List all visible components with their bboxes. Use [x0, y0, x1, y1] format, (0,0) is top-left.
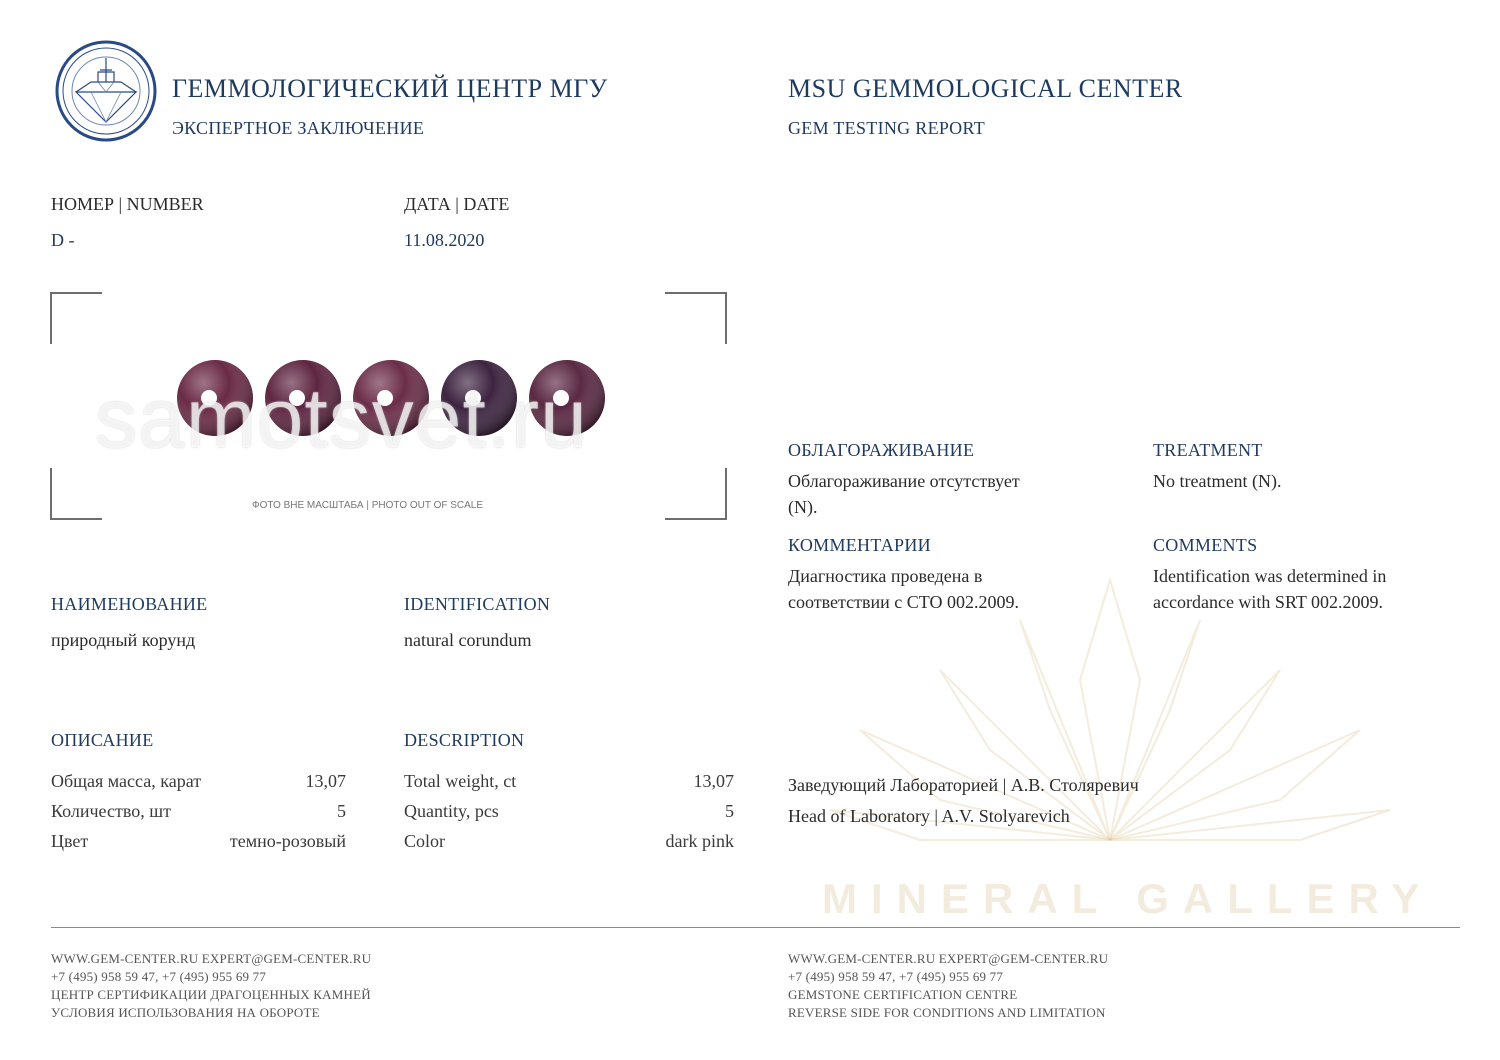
frame-corner-top-right	[665, 292, 727, 344]
comments-value-en	[1153, 563, 1386, 615]
row-label: Цвет	[51, 830, 89, 851]
description-row	[51, 826, 346, 856]
header-subtitle-ru: ЭКСПЕРТНОЕ ЗАКЛЮЧЕНИЕ	[172, 118, 425, 138]
number-label: НОМЕР | NUMBER	[51, 194, 204, 214]
treatment-label-en: TREATMENT	[1153, 440, 1263, 460]
frame-corner-bottom-right	[665, 468, 727, 520]
footer-right-line: WWW.GEM-CENTER.RU EXPERT@GEM-CENTER.RU	[788, 951, 1109, 966]
treatment-value-ru	[788, 468, 1020, 520]
header-subtitle-en: GEM TESTING REPORT	[788, 118, 985, 138]
photo-watermark-text: samotsvet.ru	[95, 371, 588, 465]
treatment-value-ru-line2: (N).	[788, 497, 818, 517]
row-label: Общая масса, карат	[51, 770, 202, 791]
row-value: темно-розовый	[229, 830, 346, 851]
footer-right-line: GEMSTONE CERTIFICATION CENTRE	[788, 987, 1018, 1002]
footer-left-line: +7 (495) 958 59 47, +7 (495) 955 69 77	[51, 969, 267, 984]
comments-label-en: COMMENTS	[1153, 535, 1258, 555]
description-row	[404, 796, 734, 826]
treatment-value-en: No treatment (N).	[1153, 471, 1282, 491]
row-label: Количество, шт	[51, 800, 171, 821]
comments-value-ru	[788, 563, 1019, 615]
footer-left	[51, 950, 371, 1022]
mineral-gallery-watermark: MINERAL GALLERY	[822, 875, 1434, 922]
description-label-en: DESCRIPTION	[404, 730, 525, 750]
description-row	[404, 766, 734, 796]
number-value: D -	[51, 230, 75, 250]
photo-caption: ФОТО ВНЕ МАСШТАБА | PHOTO OUT OF SCALE	[252, 500, 484, 511]
comments-value-ru-line2: соответствии с СТО 002.2009.	[788, 592, 1019, 612]
footer-right	[788, 950, 1108, 1022]
comments-label-ru: КОММЕНТАРИИ	[788, 535, 931, 555]
footer-right-line: +7 (495) 958 59 47, +7 (495) 955 69 77	[788, 969, 1004, 984]
row-label: Total weight, ct	[404, 770, 517, 791]
row-label: Color	[404, 830, 446, 851]
description-row	[404, 826, 734, 856]
description-row	[51, 766, 346, 796]
date-value: 11.08.2020	[404, 230, 485, 250]
footer-left-line: УСЛОВИЯ ИСПОЛЬЗОВАНИЯ НА ОБОРОТЕ	[51, 1005, 320, 1020]
footer-left-line: WWW.GEM-CENTER.RU EXPERT@GEM-CENTER.RU	[51, 951, 372, 966]
photo-frame	[50, 292, 727, 520]
treatment-value-ru-line1: Облагораживание отсутствует	[788, 471, 1020, 491]
identification-value-en: natural corundum	[404, 630, 532, 650]
frame-corner-top-left	[50, 292, 102, 344]
comments-value-en-line1: Identification was determined in	[1153, 566, 1387, 586]
row-value: dark pink	[665, 830, 734, 851]
header-title-ru: ГЕММОЛОГИЧЕСКИЙ ЦЕНТР МГУ	[172, 74, 608, 103]
identification-label-en: IDENTIFICATION	[404, 594, 551, 614]
date-label: ДАТА | DATE	[404, 194, 510, 214]
description-label-ru: ОПИСАНИЕ	[51, 730, 154, 750]
footer-right-line: REVERSE SIDE FOR CONDITIONS AND LIMITATION	[788, 1005, 1106, 1020]
row-label: Quantity, pcs	[404, 800, 499, 821]
signature-ru: Заведующий Лабораторией | А.В. Столяревич	[788, 775, 1139, 795]
row-value: 13,07	[693, 770, 734, 791]
identification-value-ru: природный корунд	[51, 630, 196, 650]
row-value: 5	[725, 800, 734, 821]
description-table-ru	[51, 766, 346, 856]
header-title-en: MSU GEMMOLOGICAL CENTER	[788, 74, 1183, 103]
identification-label-ru: НАИМЕНОВАНИЕ	[51, 594, 208, 614]
comments-value-ru-line1: Диагностика проведена в	[788, 566, 983, 586]
msu-emblem-logo	[54, 40, 158, 142]
description-table-en	[404, 766, 734, 856]
footer-left-line: ЦЕНТР СЕРТИФИКАЦИИ ДРАГОЦЕННЫХ КАМНЕЙ	[51, 987, 371, 1002]
footer-divider	[51, 927, 1460, 928]
treatment-label-ru: ОБЛАГОРАЖИВАНИЕ	[788, 440, 975, 460]
frame-corner-bottom-left	[50, 468, 102, 520]
row-value: 5	[337, 800, 346, 821]
description-row	[51, 796, 346, 826]
comments-value-en-line2: accordance with SRT 002.2009.	[1153, 592, 1384, 612]
row-value: 13,07	[305, 770, 346, 791]
signature-en: Head of Laboratory | A.V. Stolyarevich	[788, 806, 1070, 826]
